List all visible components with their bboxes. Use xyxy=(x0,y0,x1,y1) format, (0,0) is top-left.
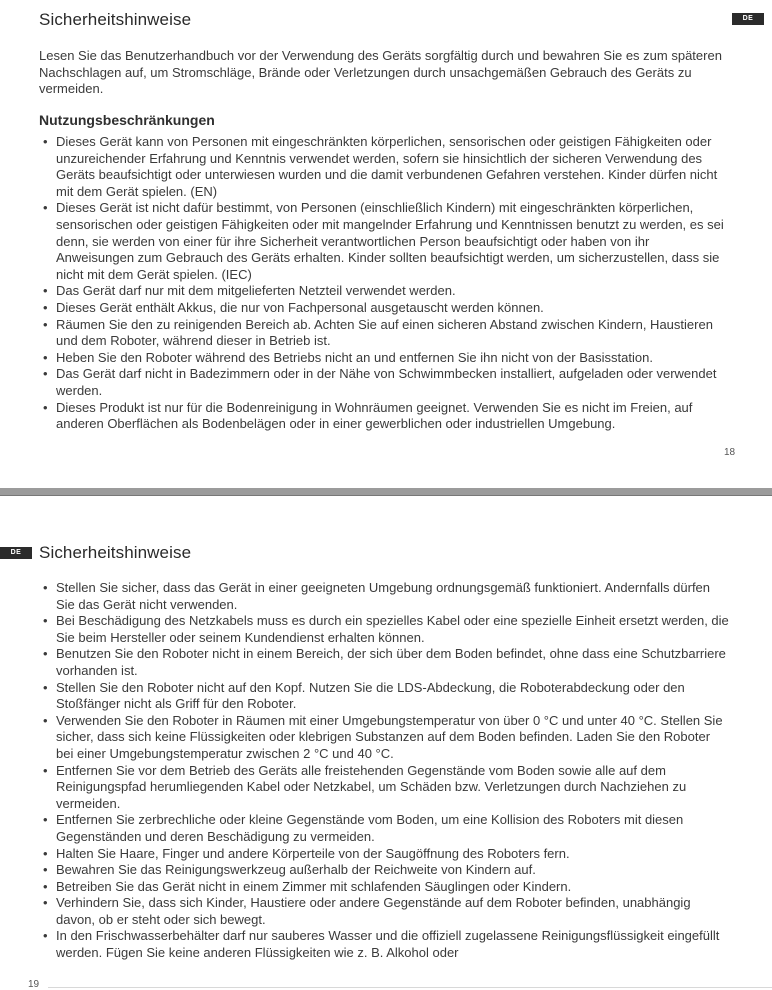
usage-restrictions-list xyxy=(39,134,729,433)
manual-page-18 xyxy=(0,0,772,488)
manual-page-19 xyxy=(0,496,772,990)
list-item: • Entfernen Sie zerbrechliche oder kleine Gegenstände vom Boden, um eine Kollision des Roboters mit diesen Gegenständen und deren Beschädigung zu vermeiden. xyxy=(39,812,729,845)
list-item: • Dieses Gerät ist nicht dafür bestimmt, von Personen (einschließlich Kindern) mit eingeschränkten körperlichen, sensorischen oder geistigen Fähigkeiten oder mit mangelnder Erfahrung und Kenntnissen benutzt zu werden, es sei denn, sie werden von einer für ihre Sicherheit verantwortlichen Person beaufsichtigt oder haben von ihr Anweisungen zum Gebrauch des Geräts erhalten. Kinder sollten beaufsichtigt werden, um sicherzustellen, dass sie nicht mit dem Gerät spielen. (IEC) xyxy=(39,200,729,283)
list-item: • Benutzen Sie den Roboter nicht in einem Bereich, der sich über dem Boden befindet, ohne dass eine Schutzbarriere vorhanden ist. xyxy=(39,646,729,679)
list-item: • Das Gerät darf nur mit dem mitgelieferten Netzteil verwendet werden. xyxy=(39,283,729,300)
page-number: 18 xyxy=(724,447,736,458)
list-item: • Entfernen Sie vor dem Betrieb des Geräts alle freistehenden Gegenstände vom Boden sowie alle auf dem Reinigungspfad herumliegenden Kabel oder Netzkabel, um Schäden bzw. Verletzungen durch Nachziehen zu vermeiden. xyxy=(39,763,729,813)
list-item: • Das Gerät darf nicht in Badezimmern oder in der Nähe von Schwimmbecken installiert, aufgeladen oder verwendet werden. xyxy=(39,366,729,399)
language-badge: DE xyxy=(0,547,32,559)
list-item: • Räumen Sie den zu reinigenden Bereich ab. Achten Sie auf einen sicheren Abstand zwischen Kindern, Haustieren und dem Roboter, während dieser in Betrieb ist. xyxy=(39,317,729,350)
page-number: 19 xyxy=(28,979,40,990)
list-item: • Betreiben Sie das Gerät nicht in einem Zimmer mit schlafenden Säuglingen oder Kindern. xyxy=(39,879,729,896)
list-item: • Stellen Sie den Roboter nicht auf den Kopf. Nutzen Sie die LDS-Abdeckung, die Roboterabdeckung oder den Stoßfänger nicht als Griff für den Roboter. xyxy=(39,680,729,713)
list-item: • Bei Beschädigung des Netzkabels muss es durch ein spezielles Kabel oder eine spezielle Einheit ersetzt werden, die Sie beim Hersteller oder seinem Kundendienst erhalten können. xyxy=(39,613,729,646)
list-item: • Dieses Gerät kann von Personen mit eingeschränkten körperlichen, sensorischen oder geistigen Fähigkeiten oder unzureichender Erfahrung und Kenntnis verwendet werden, sofern sie hinsichtlich der sicheren Verwendung des Geräts beaufsichtigt oder unterwiesen wurden und die damit verbundenen Gefahren verstehen. Kinder dürfen nicht mit dem Gerät spielen. (EN) xyxy=(39,134,729,200)
safety-instructions-list xyxy=(39,580,729,962)
language-badge: DE xyxy=(732,13,764,25)
page-title: Sicherheitshinweise xyxy=(39,10,192,29)
page-title: Sicherheitshinweise xyxy=(39,543,192,562)
list-item: • Verhindern Sie, dass sich Kinder, Haustiere oder andere Gegenstände auf dem Roboter befinden, unabhängig davon, ob er steht oder sich bewegt. xyxy=(39,895,729,928)
footer-rule xyxy=(48,987,772,988)
list-item: • Halten Sie Haare, Finger und andere Körperteile von der Saugöffnung des Roboters fern. xyxy=(39,846,729,863)
list-item: • In den Frischwasserbehälter darf nur sauberes Wasser und die offiziell zugelassene Reinigungsflüssigkeit eingefüllt werden. Fügen Sie keine anderen Flüssigkeiten wie z. B. Alkohol oder xyxy=(39,928,729,961)
list-item: • Bewahren Sie das Reinigungswerkzeug außerhalb der Reichweite von Kindern auf. xyxy=(39,862,729,879)
list-item: • Dieses Produkt ist nur für die Bodenreinigung in Wohnräumen geeignet. Verwenden Sie es nicht im Freien, auf anderen Oberflächen als Bodenbelägen oder in einer gewerblichen oder industriellen Umgebung. xyxy=(39,400,729,433)
list-item: • Verwenden Sie den Roboter in Räumen mit einer Umgebungstemperatur von über 0 °C und unter 40 °C. Stellen Sie sicher, dass sich keine Flüssigkeiten oder klebrigen Substanzen auf dem Boden befinden. Laden Sie den Roboter bei einer Umgebungstemperatur zwischen 2 °C und 40 °C. xyxy=(39,713,729,763)
list-item: • Heben Sie den Roboter während des Betriebs nicht an und entfernen Sie ihn nicht von der Basisstation. xyxy=(39,350,729,367)
list-item: • Stellen Sie sicher, dass das Gerät in einer geeigneten Umgebung ordnungsgemäß funktioniert. Andernfalls dürfen Sie das Gerät nicht verwenden. xyxy=(39,580,729,613)
intro-paragraph: Lesen Sie das Benutzerhandbuch vor der Verwendung des Geräts sorgfältig durch und bewahren Sie es zum späteren Nachschlagen auf, um Stromschläge, Brände oder Verletzungen durch unsachgemäßen Gebrauch des Geräts zu vermeiden. xyxy=(39,48,722,97)
section-heading: Nutzungsbeschränkungen xyxy=(39,112,215,128)
list-item: • Dieses Gerät enthält Akkus, die nur von Fachpersonal ausgetauscht werden können. xyxy=(39,300,729,317)
